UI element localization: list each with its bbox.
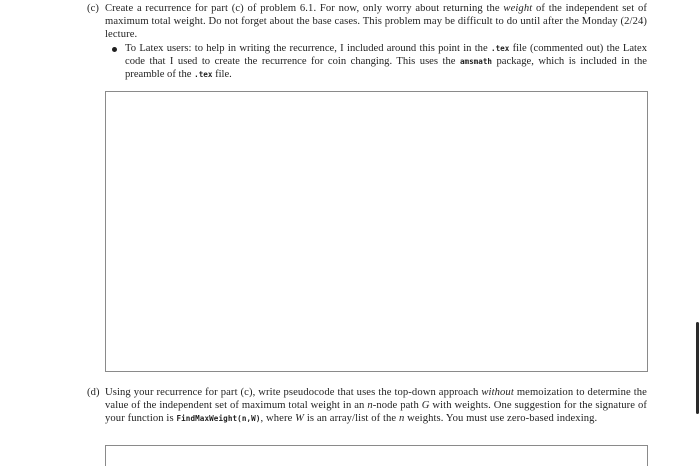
part-c-text-1: Create a recurrence for part (c) of problem 6.1. For now, only worry about returning the (105, 3, 504, 14)
part-c-text-2: of the independent set of maximum total weight. Do not forget about the base cases. This problem may be difficult to do until after the Monday (2/24) lecture. (105, 3, 647, 40)
part-d-code-signature: FindMaxWeight(n,W) (176, 414, 261, 423)
part-d-text (105, 386, 647, 425)
part-d-text-7: weights. You must use zero-based indexing. (404, 413, 598, 424)
bullet-icon (112, 47, 117, 52)
part-d-text-3: -node path (372, 400, 422, 411)
bullet-text-2: file (commented out) the Latex code that I used to create the recurrence for coin changing. This uses the (125, 43, 647, 67)
bullet-text-3: package, which is included in the preamble of the (125, 56, 647, 80)
part-d-label: (d) (87, 387, 100, 398)
latex-note-bullet (112, 42, 647, 81)
part-d-text-4: with weights. One suggestion for the signature of your function is (105, 400, 647, 424)
part-d-text-6: is an array/list of the (304, 413, 399, 424)
bullet-text (125, 42, 647, 81)
bullet-code-tex-2: .tex (194, 70, 213, 79)
bullet-text-1: To Latex users: to help in writing the recurrence, I included around this point in the (125, 43, 491, 54)
bullet-code-amsmath: amsmath (459, 57, 492, 66)
part-c-text (105, 2, 647, 41)
part-c-question (87, 2, 647, 41)
part-d-math-n-2: n (398, 413, 405, 424)
part-d-math-w: W (295, 413, 305, 424)
part-d-math-g: G (421, 400, 430, 411)
part-d-question (87, 386, 647, 425)
part-d-text-2: memoization to determine the value of the independent set of maximum total weight in an (105, 387, 647, 411)
part-c-emphasis: weight (503, 3, 533, 14)
part-d-math-n: n (367, 400, 373, 411)
part-d-emphasis: without (481, 387, 514, 398)
part-d-text-5: , where (260, 413, 296, 424)
bullet-code-tex: .tex (491, 44, 510, 53)
part-c-label: (c) (87, 3, 100, 14)
answer-box-part-c[interactable] (105, 91, 648, 372)
part-d-text-1: Using your recurrence for part (c), write pseudocode that uses the top-down approach (105, 387, 482, 398)
vertical-scrollbar[interactable] (696, 322, 699, 414)
bullet-text-4: file. (212, 69, 232, 80)
